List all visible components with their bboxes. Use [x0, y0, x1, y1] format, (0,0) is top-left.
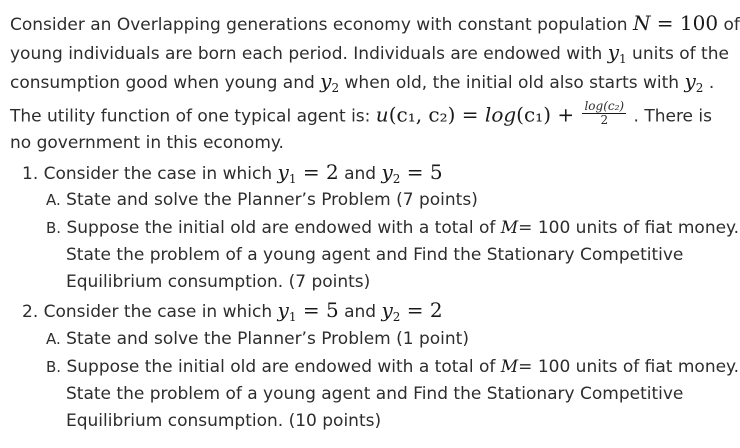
q2-var-y2: y	[381, 298, 393, 322]
population-value: = 100	[650, 11, 719, 35]
q2-var-y1: y	[277, 298, 289, 322]
intro-text-4: The utility function of one typical agent is:	[10, 106, 376, 127]
q2-marker: 2.	[22, 302, 39, 322]
q2-lead: Consider the case in which	[43, 302, 278, 322]
intro-line-1	[10, 12, 740, 36]
q1-b-text-1-pre: Suppose the initial old are endowed with a total of	[66, 218, 501, 238]
var-y2-b: y	[684, 69, 696, 93]
q1-b-text-1-post: = 100 units of fiat money.	[518, 218, 740, 238]
var-N: N	[632, 11, 651, 35]
q1-marker: 1.	[22, 164, 39, 184]
q2-y1-value: = 5	[296, 298, 339, 322]
q2-y2-value: = 2	[400, 298, 443, 322]
q2-and: and	[338, 302, 382, 322]
q1-line	[22, 161, 443, 185]
q1-a-letter: A.	[46, 191, 61, 209]
q2-b-line-2	[66, 383, 683, 405]
q2-b-line-3	[66, 410, 381, 432]
q1-var-y1: y	[277, 160, 289, 184]
q1-var-M: M	[500, 218, 519, 238]
utility-fraction	[582, 100, 626, 127]
q1-b-line-1	[46, 217, 739, 239]
q1-b-text-3: Equilibrium consumption. (7 points)	[66, 272, 371, 292]
q1-b-line-2	[66, 244, 683, 266]
utility-args: (c₁, c₂) =	[388, 102, 485, 127]
utility-u: u	[375, 102, 389, 127]
intro-line-2	[10, 41, 729, 65]
intro-text-2: young individuals are born each period. Individuals are endowed with	[10, 44, 608, 64]
q1-a-text: State and solve the Planner’s Problem (7 points)	[66, 190, 478, 210]
var-y2-b-subscript: 2	[695, 81, 704, 95]
var-y1-subscript: 1	[619, 52, 627, 66]
intro-line-5	[10, 132, 284, 154]
q1-a-line	[46, 189, 478, 211]
utility-log: log	[484, 102, 517, 127]
intro-text-3-mid: when old, the initial old also starts with	[339, 73, 685, 93]
q2-a-line	[46, 328, 469, 350]
q1-and: and	[338, 164, 382, 184]
q1-b-line-3	[66, 271, 370, 293]
q1-var-y2-subscript: 2	[392, 172, 401, 186]
utility-log-arg: (c₁) +	[516, 102, 581, 127]
q1-var-y2: y	[381, 160, 393, 184]
q2-b-line-1	[46, 356, 739, 378]
q1-y1-value: = 2	[296, 160, 339, 184]
intro-line-4	[10, 99, 712, 130]
fraction-denominator: 2	[600, 113, 609, 127]
intro-text-1: Consider an Overlapping generations economy with constant population	[10, 15, 633, 35]
q2-b-text-1-pre: Suppose the initial old are endowed with a total of	[66, 357, 501, 377]
q2-b-text-2: State the problem of a young agent and Find the Stationary Competitive	[66, 384, 684, 404]
q2-b-letter: B.	[46, 358, 62, 376]
q2-var-y2-subscript: 2	[392, 310, 401, 324]
q1-b-text-2: State the problem of a young agent and Find the Stationary Competitive	[66, 245, 684, 265]
q2-var-y1-subscript: 1	[288, 310, 297, 324]
intro-line-3	[10, 70, 714, 94]
q1-b-letter: B.	[46, 219, 62, 237]
q2-a-letter: A.	[46, 330, 61, 348]
q1-y2-value: = 5	[400, 160, 443, 184]
q2-line	[22, 299, 443, 323]
intro-text-1-end: of	[718, 15, 740, 35]
q2-b-text-3: Equilibrium consumption. (10 points)	[66, 411, 382, 431]
var-y1: y	[607, 40, 620, 64]
intro-text-5: no government in this economy.	[10, 133, 284, 153]
q2-var-M: M	[500, 357, 519, 377]
fraction-numerator: log(c₂)	[584, 99, 625, 113]
var-y2: y	[320, 69, 332, 93]
var-y2-subscript: 2	[331, 81, 340, 95]
intro-text-2-end: units of the	[626, 44, 729, 64]
q2-b-text-1-post: = 100 units of fiat money.	[518, 357, 740, 377]
intro-text-3: consumption good when young and	[10, 73, 321, 93]
q1-var-y1-subscript: 1	[288, 172, 297, 186]
intro-text-3-end: .	[703, 73, 715, 93]
intro-text-4-end: . There is	[628, 106, 712, 127]
q1-lead: Consider the case in which	[43, 164, 278, 184]
q2-a-text: State and solve the Planner’s Problem (1 point)	[66, 329, 469, 349]
